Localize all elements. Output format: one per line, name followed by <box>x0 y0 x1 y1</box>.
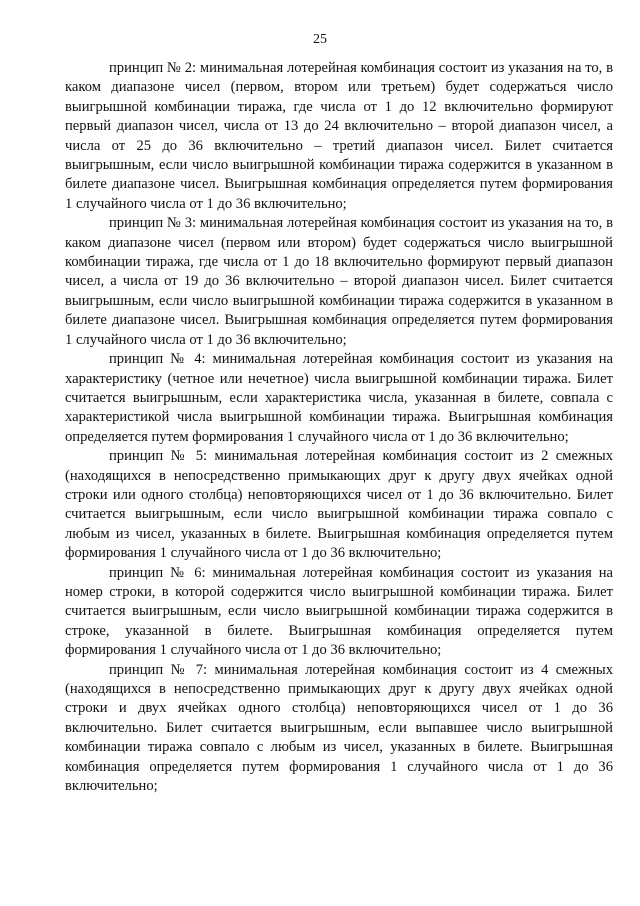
page-number: 25 <box>313 32 327 47</box>
paragraph-principle-3: принцип № 3: минимальная лотерейная комбинация состоит из указания на то, в каком диапазоне чисел (первом или втором) будет содержаться число выигрышной комбинации тиража, где числа от 1 до 18 включительно формируют первый диапазон чисел, а числа от 19 до 36 включительно – второй диапазон чисел. Билет считается выигрышным, если число выигрышной комбинации тиража содержится в указанном в билете диапазоне чисел. Выигрышная комбинация определяется путем формирования 1 случайного числа от 1 до 36 включительно; <box>65 215 613 348</box>
body-text <box>65 59 613 796</box>
paragraph-principle-7: принцип № 7: минимальная лотерейная комбинация состоит из 4 смежных (находящихся в непосредственно примыкающих друг к другу двух ячейках одной строки и двух ячейках одного столбца) неповторяющихся чисел от 1 до 36 включительно. Билет считается выигрышным, если выпавшее число выигрышной комбинации тиража совпало с любым из чисел, указанных в билете. Выигрышная комбинация определяется путем формирования 1 случайного числа от 1 до 36 включительно; <box>65 661 613 795</box>
paragraph-principle-2: принцип № 2: минимальная лотерейная комбинация состоит из указания на то, в каком диапазоне чисел (первом, втором или третьем) будет содержаться число выигрышной комбинации тиража, где числа от 1 до 12 включительно формируют первый диапазон чисел, числа от 13 до 24 включительно – второй диапазон чисел, а числа от 25 до 36 включительно – третий диапазон чисел. Билет считается выигрышным, если число выигрышной комбинации тиража содержится в указанном в билете диапазоне чисел. Выигрышная комбинация определяется путем формирования 1 случайного числа от 1 до 36 включительно; <box>65 60 613 212</box>
paragraph-principle-6: принцип № 6: минимальная лотерейная комбинация состоит из указания на номер строки, в которой содержится число выигрышной комбинации тиража. Билет считается выигрышным, если число выигрышной комбинации тиража содержится в строке, указанной в билете. Выигрышная комбинация определяется путем формирования 1 случайного числа от 1 до 36 включительно; <box>65 564 613 659</box>
paragraph-principle-5: принцип № 5: минимальная лотерейная комбинация состоит из 2 смежных (находящихся в непосредственно примыкающих друг к другу двух ячейках одной строки или одного столбца) неповторяющихся чисел от 1 до 36 включительно. Билет считается выигрышным, если число выигрышной комбинации тиража совпало с любым из чисел, указанных в билете. Выигрышная комбинация определяется путем формирования 1 случайного числа от 1 до 36 включительно; <box>65 448 613 562</box>
paragraph-principle-4: принцип № 4: минимальная лотерейная комбинация состоит из указания на характеристику (четное или нечетное) числа выигрышной комбинации тиража. Билет считается выигрышным, если характеристика числа, указанная в билете, совпала с характеристикой числа выигрышной комбинации тиража. Выигрышная комбинация определяется путем формирования 1 случайного числа от 1 до 36 включительно; <box>65 351 613 445</box>
